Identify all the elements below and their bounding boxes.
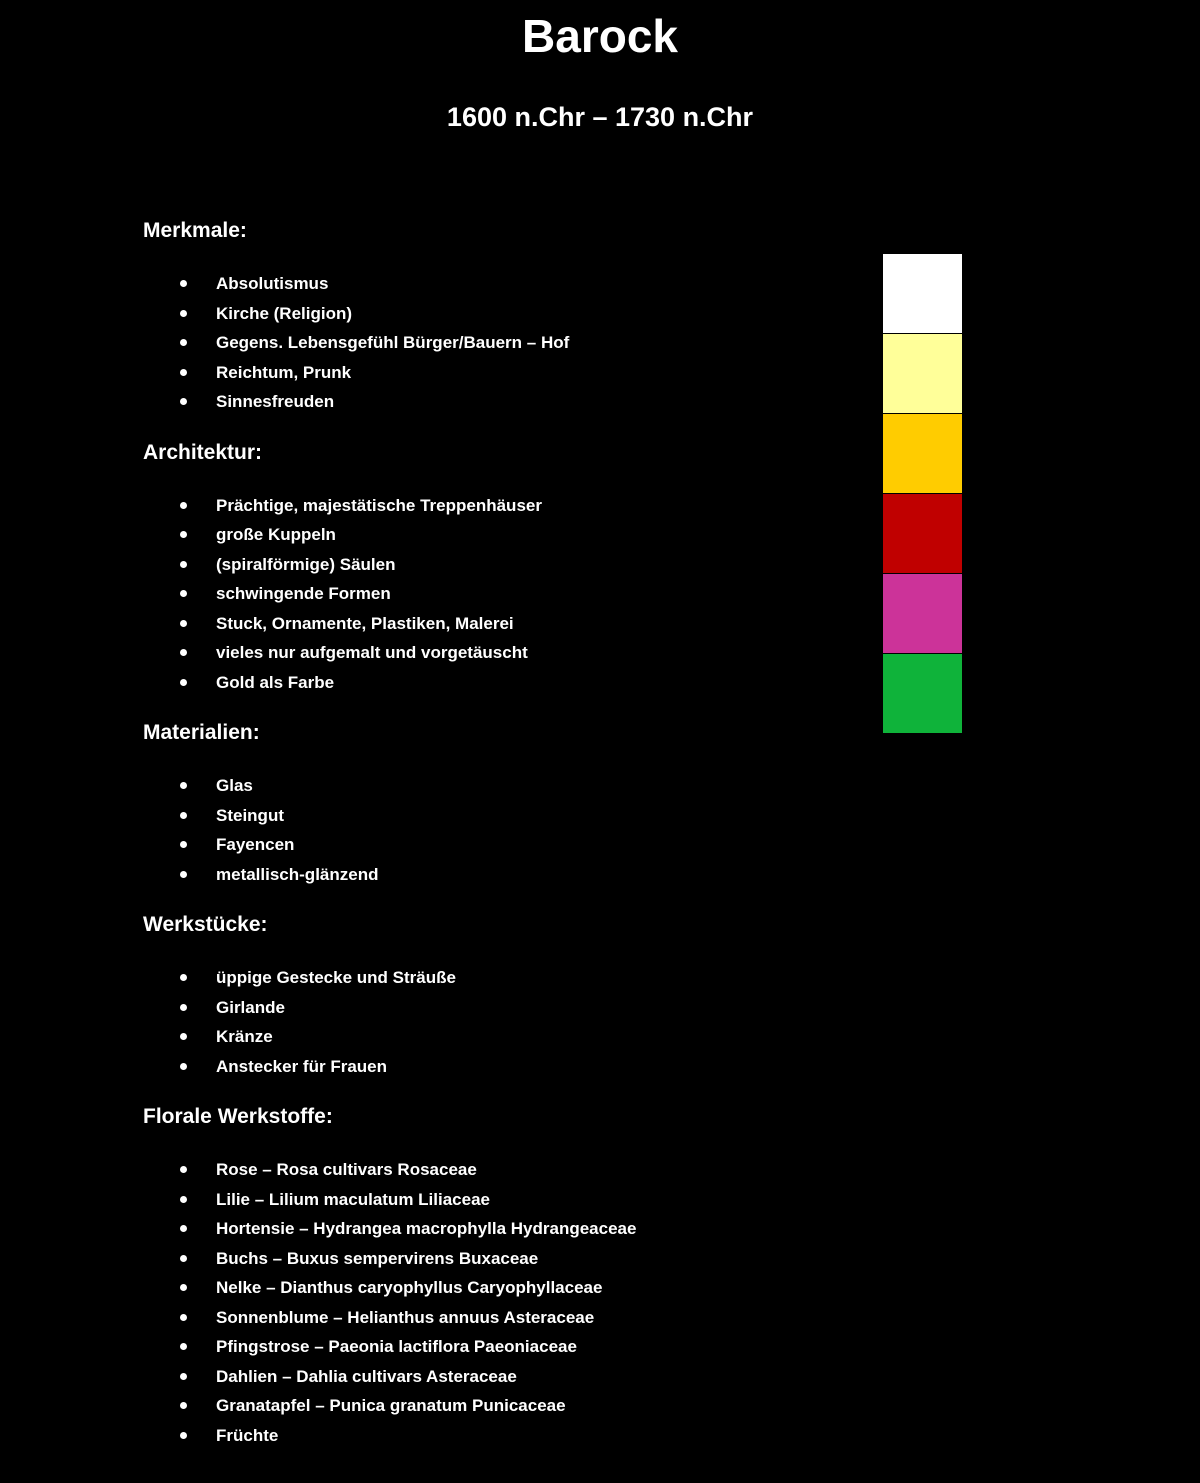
bullet-icon <box>180 1284 187 1291</box>
list-item <box>143 993 843 1023</box>
section-heading: Merkmale: <box>143 219 247 242</box>
list-item <box>143 269 843 299</box>
color-swatch <box>883 334 962 414</box>
bullet-icon <box>180 782 187 789</box>
section-heading: Architektur: <box>143 440 263 464</box>
list-item-text: üppige Gestecke und Sträuße <box>216 968 456 987</box>
list-item-text: Hortensie – Hydrangea macrophylla Hydrangeaceae <box>216 1219 637 1238</box>
list-item <box>143 1362 843 1392</box>
bullet-icon <box>180 1225 187 1232</box>
list-item-text: Absolutismus <box>216 274 329 293</box>
color-swatch <box>883 254 962 334</box>
list-item <box>143 1052 843 1082</box>
list-item-text: Gegens. Lebensgefühl Bürger/Bauern – Hof <box>216 333 570 352</box>
list-item-text: Granatapfel – Punica granatum Punicaceae <box>216 1396 566 1415</box>
color-palette <box>883 254 962 733</box>
list-item-text: Glas <box>216 776 253 795</box>
color-swatch <box>883 654 962 733</box>
bullet-icon <box>180 1063 187 1070</box>
bullet-icon <box>180 531 187 538</box>
bullet-list <box>143 491 843 698</box>
list-item-text: Gold als Farbe <box>216 672 335 692</box>
list-item-text: Girlande <box>216 997 285 1017</box>
list-item-text: Stuck, Ornamente, Plastiken, Malerei <box>216 613 514 633</box>
bullet-icon <box>180 1373 187 1380</box>
section <box>143 216 843 417</box>
section-heading: Materialien: <box>143 721 260 744</box>
list-item <box>143 668 843 698</box>
list-item <box>143 491 843 521</box>
list-item <box>143 1022 843 1052</box>
bullet-icon <box>180 1166 187 1173</box>
list-item-text: Reichtum, Prunk <box>216 362 352 382</box>
list-item-text: Rose – Rosa cultivars Rosaceae <box>216 1160 477 1179</box>
list-item <box>143 1303 843 1333</box>
list-item <box>143 1214 843 1244</box>
bullet-icon <box>180 974 187 981</box>
bullet-list <box>143 1155 843 1450</box>
list-item-text: Steingut <box>216 805 284 825</box>
list-item <box>143 1332 843 1362</box>
page-subtitle: 1600 n.Chr – 1730 n.Chr <box>446 102 754 132</box>
bullet-icon <box>180 590 187 597</box>
section <box>143 910 843 1081</box>
list-item <box>143 1155 843 1185</box>
list-item <box>143 963 843 993</box>
section <box>143 438 843 698</box>
color-swatch <box>883 414 962 494</box>
list-item <box>143 387 843 417</box>
list-item <box>143 801 843 831</box>
bullet-icon <box>180 1255 187 1262</box>
list-item-text: große Kuppeln <box>216 525 336 544</box>
list-item <box>143 830 843 860</box>
bullet-icon <box>180 369 187 376</box>
list-item <box>143 520 843 550</box>
list-item-text: Prächtige, majestätische Treppenhäuser <box>216 495 542 515</box>
list-item <box>143 579 843 609</box>
list-item <box>143 1421 843 1451</box>
bullet-icon <box>180 841 187 848</box>
list-item-text: Dahlien – Dahlia cultivars Asteraceae <box>216 1366 517 1386</box>
bullet-icon <box>180 1343 187 1350</box>
list-item <box>143 1185 843 1215</box>
bullet-icon <box>180 280 187 287</box>
list-item-text: schwingende Formen <box>216 584 391 603</box>
list-item <box>143 299 843 329</box>
bullet-icon <box>180 1432 187 1439</box>
list-item-text: Buchs – Buxus sempervirens Buxaceae <box>216 1248 539 1268</box>
bullet-icon <box>180 620 187 627</box>
bullet-icon <box>180 339 187 346</box>
list-item-text: Pfingstrose – Paeonia lactiflora Paeoniaceae <box>216 1337 577 1356</box>
list-item-text: Lilie – Lilium maculatum Liliaceae <box>216 1189 490 1209</box>
list-item <box>143 358 843 388</box>
list-item-text: Anstecker für Frauen <box>216 1056 387 1076</box>
bullet-icon <box>180 679 187 686</box>
list-item <box>143 1391 843 1421</box>
section <box>143 1102 843 1450</box>
list-item-text: Sinnesfreuden <box>216 392 335 411</box>
bullet-icon <box>180 398 187 405</box>
bullet-icon <box>180 871 187 878</box>
list-item <box>143 328 843 358</box>
list-item <box>143 550 843 580</box>
list-item-text: Kirche (Religion) <box>216 303 353 323</box>
list-item <box>143 1273 843 1303</box>
bullet-icon <box>180 1402 187 1409</box>
section <box>143 718 843 889</box>
list-item-text: Nelke – Dianthus caryophyllus Caryophyllaceae <box>216 1278 603 1297</box>
bullet-icon <box>180 1033 187 1040</box>
bullet-icon <box>180 649 187 656</box>
bullet-list <box>143 963 843 1081</box>
list-item <box>143 638 843 668</box>
list-item-text: Sonnenblume – Helianthus annuus Asteraceae <box>216 1307 595 1327</box>
bullet-list <box>143 771 843 889</box>
list-item-text: Früchte <box>216 1425 279 1445</box>
list-item <box>143 771 843 801</box>
color-swatch <box>883 494 962 574</box>
bullet-icon <box>180 1314 187 1321</box>
list-item-text: metallisch-glänzend <box>216 864 379 884</box>
list-item <box>143 860 843 890</box>
bullet-icon <box>180 1004 187 1011</box>
list-item <box>143 1244 843 1274</box>
content-area <box>143 216 843 1450</box>
bullet-icon <box>180 561 187 568</box>
list-item <box>143 609 843 639</box>
list-item-text: (spiralförmige) Säulen <box>216 554 396 574</box>
bullet-list <box>143 269 843 417</box>
bullet-icon <box>180 812 187 819</box>
list-item-text: Fayencen <box>216 835 295 854</box>
bullet-icon <box>180 502 187 509</box>
section-heading: Florale Werkstoffe: <box>143 1105 333 1128</box>
color-swatch <box>883 574 962 654</box>
page-title: Barock <box>522 10 678 62</box>
list-item-text: vieles nur aufgemalt und vorgetäuscht <box>216 643 528 662</box>
section-heading: Werkstücke: <box>143 913 268 936</box>
bullet-icon <box>180 1196 187 1203</box>
bullet-icon <box>180 310 187 317</box>
list-item-text: Kränze <box>216 1027 273 1046</box>
